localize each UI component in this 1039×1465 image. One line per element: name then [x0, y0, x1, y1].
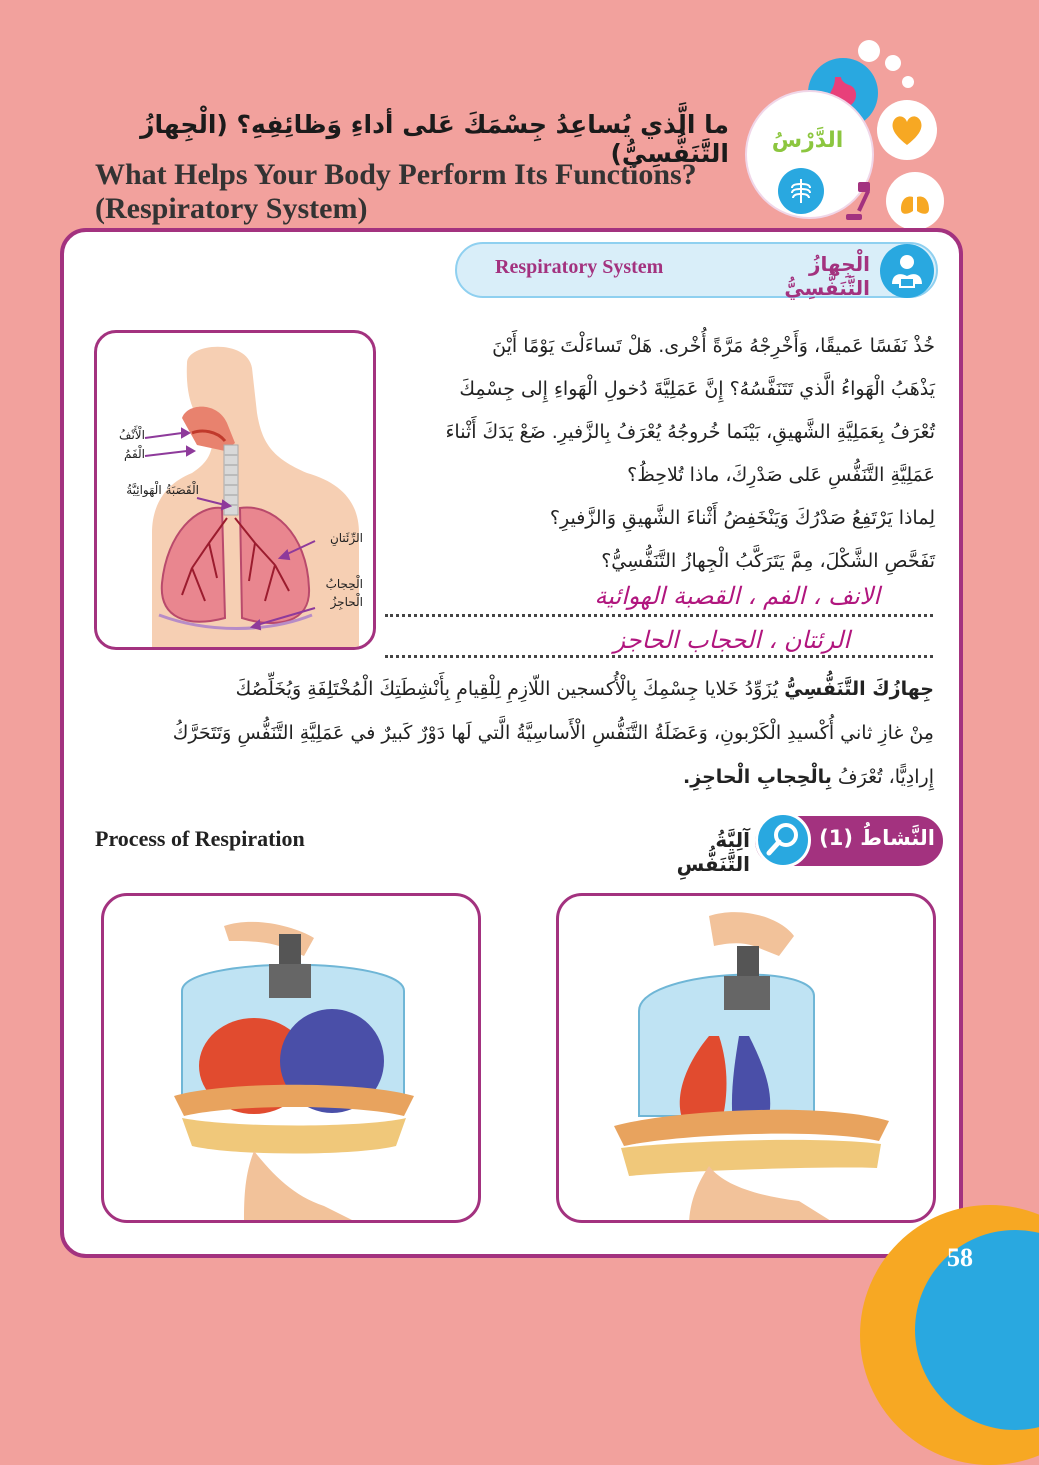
bell-jar-model-deflated — [559, 896, 936, 1223]
label-lungs: الرِّئَتانِ — [329, 531, 363, 545]
thought-dot — [858, 40, 880, 62]
bell-jar-model-inflated — [104, 896, 481, 1223]
magnifier-icon — [755, 812, 811, 868]
thought-dot — [885, 55, 901, 71]
reading-person-icon — [880, 244, 934, 298]
section-title-english: Respiratory System — [495, 256, 664, 278]
answer-handwriting-1: الانف ، الفم ، القصبة الهوائية — [594, 582, 880, 610]
lesson-title-english-line1: What Helps Your Body Perform Its Functions? — [95, 158, 697, 191]
lesson-title-arabic: ما الَّذي يُساعِدُ جِسْمَكَ عَلى أداءِ وَظائِفِهِ؟ (الْجِهازُ التَّنَفُّسِيُّ) — [140, 110, 729, 168]
paragraph-line2: مِنْ غازِ ثاني أُكْسيدِ الْكَرْبونِ، وَعَضَلَةُ التَّنَفُّسِ الْأَساسِيَّةُ الَّتي لَها دَوْرٌ كَبيرٌ في عَمَلِيَّةِ التَّنَفُّسِ وَتَتَحَرَّكُ — [172, 722, 934, 744]
label-diaphragm-1: الْحِجابُ — [325, 577, 363, 591]
paragraph-lead: جِهازُكَ التَّنَفُّسِيُّ — [784, 678, 934, 700]
paragraph-line3: إِرادِيًّا، تُعْرَفُ — [831, 766, 934, 788]
intro-line: لِماذا يَرْتَفِعُ صَدْرُكَ وَيَنْخَفِضُ أَثْناءَ الشَّهيقِ وَالزَّفيرِ؟ — [549, 507, 935, 529]
body-paragraph — [92, 678, 934, 808]
reflex-hammer-icon — [840, 180, 880, 224]
lesson-label: الدَّرْسُ — [771, 128, 844, 153]
ribcage-icon — [778, 168, 824, 214]
paragraph-line1: يُزَوِّدُ خَلايا جِسْمِكَ بِالْأُكسجين اللّازِمِ لِلْقِيامِ بِأَنْشِطَتِكَ الْمُخْتَلِفَةِ وَيُخَلِّصُكَ — [235, 678, 785, 700]
paragraph-line — [236, 678, 934, 700]
page-number: 58 — [947, 1243, 973, 1272]
lesson-title-english — [95, 158, 775, 226]
label-mouth: الْفَمُ — [123, 447, 145, 461]
intro-line: تَفَحَّصِ الشَّكْلَ، مِمَّ يَتَرَكَّبُ الْجِهازُ التَّنَفُّسِيُّ؟ — [601, 550, 935, 572]
paragraph-line — [683, 766, 934, 788]
lesson-title-english-line2: (Respiratory System) — [95, 192, 368, 225]
label-trachea: الْقَصَبَةُ الْهَوائِيَّةُ — [126, 483, 199, 497]
intro-line: خُذْ نَفَسًا عَميقًا، وَأَخْرِجْهُ مَرَّةً أُخْرى. هَلْ تَساءَلْتَ يَوْمًا أَيْنَ — [492, 335, 935, 357]
activity-title-arabic: آلِيَّةُ التَّنَفُّسِ — [676, 828, 750, 876]
heart-icon — [877, 100, 937, 160]
answer-line-2 — [385, 655, 933, 658]
respiratory-system-figure — [94, 330, 376, 650]
answer-line-1 — [385, 614, 933, 617]
lungs-icon — [886, 172, 944, 230]
intro-line: تُعْرَفُ بِعَمَلِيَّةِ الشَّهيقِ، بَيْنَما خُروجُهُ يُعْرَفُ بِالزَّفيرِ. ضَعْ يَدَكَ أَثْناءَ — [445, 421, 935, 443]
activity-label: النَّشاطُ (1) — [819, 826, 935, 850]
paragraph-diaphragm-term: بِالْحِجابِ الْحاجِزِ. — [683, 766, 832, 788]
intro-line: عَمَلِيَّةِ التَّنَفُّسِ عَلى صَدْرِكَ، ماذا تُلاحِظُ؟ — [627, 464, 935, 486]
label-nose: الْأَنْفُ — [119, 428, 145, 442]
section-title-arabic: الْجِهازُ التَّنَفُّسِيُّ — [784, 252, 870, 300]
thought-dot — [902, 76, 914, 88]
activity-title-english: Process of Respiration — [95, 826, 305, 851]
intro-line: يَذْهَبُ الْهَواءُ الَّذي تَتَنَفَّسُهُ؟ إِنَّ عَمَلِيَّةَ دُخولِ الْهَواءِ إِلى جِسْمِكَ — [459, 378, 935, 400]
bell-jar-inhale-panel — [101, 893, 481, 1223]
bell-jar-exhale-panel — [556, 893, 936, 1223]
label-diaphragm-2: الْحاجِزُ — [330, 595, 363, 609]
answer-handwriting-2: الرئتان ، الحجاب الحاجز — [613, 626, 850, 654]
intro-text — [390, 335, 935, 595]
